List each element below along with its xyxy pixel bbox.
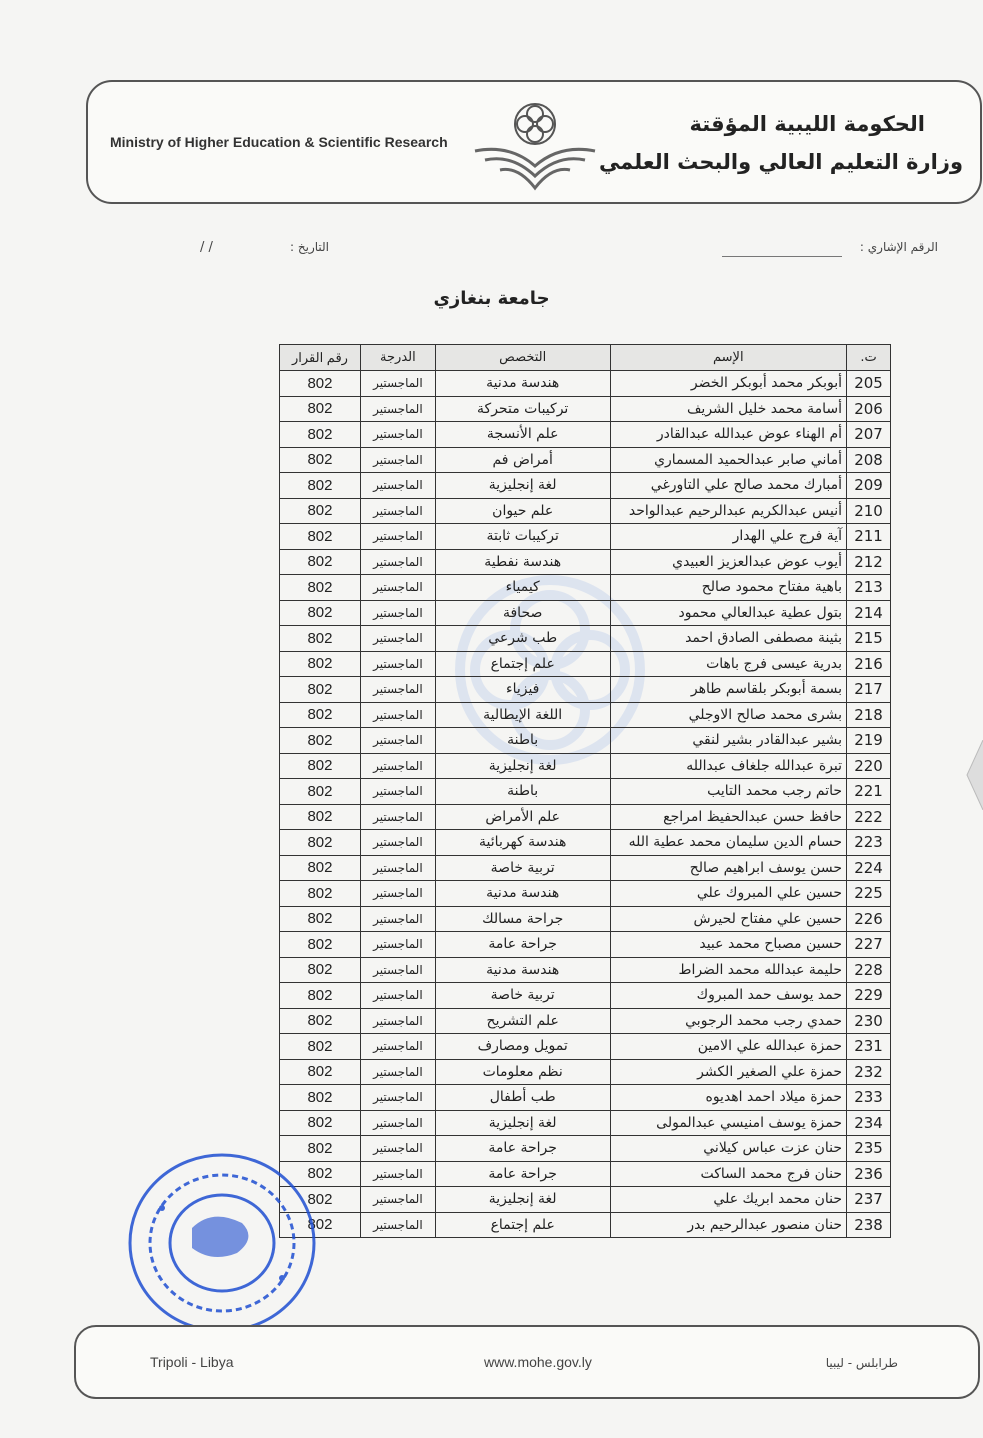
cell-name: حسين علي المبروك علي bbox=[610, 881, 847, 907]
cell-specialization: تربية خاصة bbox=[435, 855, 610, 881]
cell-degree: الماجستير bbox=[360, 1059, 435, 1085]
cell-decision-number: 802 bbox=[280, 932, 361, 958]
cell-specialization: هندسة مدنية bbox=[435, 371, 610, 397]
cell-specialization: علم الأنسجة bbox=[435, 422, 610, 448]
cell-degree: الماجستير bbox=[360, 1034, 435, 1060]
cell-name: أبوبكر محمد أبوبكر الخضر bbox=[610, 371, 847, 397]
cell-number: 209 bbox=[847, 473, 891, 499]
cell-number: 228 bbox=[847, 957, 891, 983]
cell-number: 225 bbox=[847, 881, 891, 907]
cell-number: 236 bbox=[847, 1161, 891, 1187]
footer-website: www.mohe.gov.ly bbox=[484, 1354, 592, 1370]
cell-degree: الماجستير bbox=[360, 779, 435, 805]
cell-specialization: فيزياء bbox=[435, 677, 610, 703]
header-specialization: التخصص bbox=[435, 345, 610, 371]
table-row bbox=[280, 932, 891, 958]
cell-degree: الماجستير bbox=[360, 575, 435, 601]
cell-decision-number: 802 bbox=[280, 830, 361, 856]
cell-degree: الماجستير bbox=[360, 957, 435, 983]
cell-decision-number: 802 bbox=[280, 600, 361, 626]
footer-city-english: Tripoli - Libya bbox=[150, 1354, 234, 1370]
cell-name: حسام الدين سليمان محمد عطية الله bbox=[610, 830, 847, 856]
cell-name: أم الهناء عوض عبدالله عبدالقادر bbox=[610, 422, 847, 448]
cell-decision-number: 802 bbox=[280, 549, 361, 575]
cell-specialization: هندسة مدنية bbox=[435, 881, 610, 907]
table-row bbox=[280, 677, 891, 703]
cell-decision-number: 802 bbox=[280, 1034, 361, 1060]
cell-number: 227 bbox=[847, 932, 891, 958]
cell-name: أيوب عوض عبدالعزيز العبيدي bbox=[610, 549, 847, 575]
table-row bbox=[280, 702, 891, 728]
cell-name: بثينة مصطفى الصادق احمد bbox=[610, 626, 847, 652]
cell-degree: الماجستير bbox=[360, 524, 435, 550]
cell-specialization: نظم معلومات bbox=[435, 1059, 610, 1085]
official-stamp-icon bbox=[122, 1148, 322, 1338]
cell-specialization: تركيبات ثابتة bbox=[435, 524, 610, 550]
header-number: ت. bbox=[847, 345, 891, 371]
cell-specialization: تمويل ومصارف bbox=[435, 1034, 610, 1060]
cell-name: بدرية عيسى فرج باهات bbox=[610, 651, 847, 677]
cell-decision-number: 802 bbox=[280, 702, 361, 728]
cell-specialization: لغة إنجليزية bbox=[435, 753, 610, 779]
table-row bbox=[280, 1136, 891, 1162]
cell-number: 237 bbox=[847, 1187, 891, 1213]
cell-name: حسين مصباح محمد عبيد bbox=[610, 932, 847, 958]
cell-specialization: جراحة مسالك bbox=[435, 906, 610, 932]
cell-decision-number: 802 bbox=[280, 524, 361, 550]
cell-degree: الماجستير bbox=[360, 983, 435, 1009]
cell-number: 238 bbox=[847, 1212, 891, 1238]
cell-decision-number: 802 bbox=[280, 371, 361, 397]
table-row bbox=[280, 881, 891, 907]
cell-specialization: اللغة الإيطالية bbox=[435, 702, 610, 728]
table-row bbox=[280, 549, 891, 575]
cell-name: حمدي رجب محمد الرجوبي bbox=[610, 1008, 847, 1034]
cell-name: حليمة عبدالله محمد الضراط bbox=[610, 957, 847, 983]
cell-name: باهية مفتاح محمود صالح bbox=[610, 575, 847, 601]
cell-specialization: صحافة bbox=[435, 600, 610, 626]
cell-decision-number: 802 bbox=[280, 422, 361, 448]
cell-number: 214 bbox=[847, 600, 891, 626]
ministry-title-arabic: وزارة التعليم العالي والبحث العلمي bbox=[598, 150, 963, 174]
cell-specialization: طب شرعي bbox=[435, 626, 610, 652]
table-row bbox=[280, 575, 891, 601]
cell-specialization: جراحة عامة bbox=[435, 1136, 610, 1162]
cell-specialization: علم إجتماع bbox=[435, 651, 610, 677]
cell-degree: الماجستير bbox=[360, 830, 435, 856]
cell-name: حنان عزت عباس كيلاني bbox=[610, 1136, 847, 1162]
cell-name: حمزة عبدالله علي الامين bbox=[610, 1034, 847, 1060]
cell-number: 223 bbox=[847, 830, 891, 856]
cell-name: حاتم رجب محمد التايب bbox=[610, 779, 847, 805]
cell-name: حسين علي مفتاح لحيرش bbox=[610, 906, 847, 932]
table-row bbox=[280, 651, 891, 677]
cell-degree: الماجستير bbox=[360, 804, 435, 830]
table-row bbox=[280, 830, 891, 856]
table-row bbox=[280, 855, 891, 881]
table-row bbox=[280, 1008, 891, 1034]
cell-specialization: جراحة عامة bbox=[435, 932, 610, 958]
table-row bbox=[280, 906, 891, 932]
cell-name: حنان محمد ابريك علي bbox=[610, 1187, 847, 1213]
cell-decision-number: 802 bbox=[280, 1212, 361, 1238]
cell-degree: الماجستير bbox=[360, 371, 435, 397]
cell-specialization: هندسة مدنية bbox=[435, 957, 610, 983]
cell-number: 226 bbox=[847, 906, 891, 932]
cell-number: 217 bbox=[847, 677, 891, 703]
cell-number: 224 bbox=[847, 855, 891, 881]
cell-degree: الماجستير bbox=[360, 422, 435, 448]
cell-number: 207 bbox=[847, 422, 891, 448]
cell-decision-number: 802 bbox=[280, 881, 361, 907]
cell-degree: الماجستير bbox=[360, 855, 435, 881]
cell-number: 215 bbox=[847, 626, 891, 652]
cell-specialization: تربية خاصة bbox=[435, 983, 610, 1009]
cell-number: 219 bbox=[847, 728, 891, 754]
cell-degree: الماجستير bbox=[360, 932, 435, 958]
cell-decision-number: 802 bbox=[280, 626, 361, 652]
cell-degree: الماجستير bbox=[360, 906, 435, 932]
cell-degree: الماجستير bbox=[360, 702, 435, 728]
cell-name: بسمة أبوبكر بلقاسم طاهر bbox=[610, 677, 847, 703]
cell-degree: الماجستير bbox=[360, 881, 435, 907]
cell-number: 229 bbox=[847, 983, 891, 1009]
cell-specialization: علم الأمراض bbox=[435, 804, 610, 830]
cell-specialization: علم التشريح bbox=[435, 1008, 610, 1034]
table-row bbox=[280, 1085, 891, 1111]
cell-specialization: باطنة bbox=[435, 728, 610, 754]
table-row bbox=[280, 1212, 891, 1238]
cell-name: أمبارك محمد صالح علي التاورغي bbox=[610, 473, 847, 499]
cell-degree: الماجستير bbox=[360, 1212, 435, 1238]
table-row bbox=[280, 626, 891, 652]
cell-degree: الماجستير bbox=[360, 1008, 435, 1034]
table-row bbox=[280, 1110, 891, 1136]
cell-decision-number: 802 bbox=[280, 1008, 361, 1034]
cell-decision-number: 802 bbox=[280, 906, 361, 932]
cell-decision-number: 802 bbox=[280, 983, 361, 1009]
cell-decision-number: 802 bbox=[280, 1110, 361, 1136]
cell-number: 213 bbox=[847, 575, 891, 601]
cell-name: أسامة محمد خليل الشريف bbox=[610, 396, 847, 422]
cell-specialization: هندسة كهربائية bbox=[435, 830, 610, 856]
graduates-table bbox=[279, 344, 891, 1238]
cell-specialization: أمراض فم bbox=[435, 447, 610, 473]
cell-degree: الماجستير bbox=[360, 473, 435, 499]
page-curl-icon bbox=[965, 740, 983, 810]
cell-decision-number: 802 bbox=[280, 855, 361, 881]
cell-decision-number: 802 bbox=[280, 473, 361, 499]
cell-decision-number: 802 bbox=[280, 1059, 361, 1085]
table-row bbox=[280, 1034, 891, 1060]
cell-specialization: علم حيوان bbox=[435, 498, 610, 524]
cell-degree: الماجستير bbox=[360, 1187, 435, 1213]
table-row bbox=[280, 804, 891, 830]
cell-specialization: لغة إنجليزية bbox=[435, 473, 610, 499]
cell-number: 230 bbox=[847, 1008, 891, 1034]
cell-name: حمد يوسف حمد المبروك bbox=[610, 983, 847, 1009]
cell-name: حنان منصور عبدالرحيم بدر bbox=[610, 1212, 847, 1238]
ministry-logo-icon bbox=[470, 96, 600, 196]
table-row bbox=[280, 728, 891, 754]
footer-city-arabic: طرابلس - ليبيا bbox=[825, 1356, 898, 1370]
table-row bbox=[280, 957, 891, 983]
table-row bbox=[280, 447, 891, 473]
header-degree: الدرجة bbox=[360, 345, 435, 371]
university-title: جامعة بنغازي bbox=[433, 288, 550, 309]
cell-number: 218 bbox=[847, 702, 891, 728]
cell-degree: الماجستير bbox=[360, 498, 435, 524]
cell-decision-number: 802 bbox=[280, 804, 361, 830]
cell-name: أنيس عبدالكريم عبدالرحيم عبدالواحد bbox=[610, 498, 847, 524]
reference-number-label: الرقم الإشاري : bbox=[859, 240, 938, 254]
table-row bbox=[280, 779, 891, 805]
cell-name: بشير عبدالقادر بشير لنقي bbox=[610, 728, 847, 754]
cell-number: 221 bbox=[847, 779, 891, 805]
table-header-row bbox=[280, 345, 891, 371]
table-row bbox=[280, 983, 891, 1009]
cell-specialization: باطنة bbox=[435, 779, 610, 805]
table-row bbox=[280, 1059, 891, 1085]
cell-number: 210 bbox=[847, 498, 891, 524]
cell-degree: الماجستير bbox=[360, 1085, 435, 1111]
table-row bbox=[280, 1187, 891, 1213]
table-row bbox=[280, 600, 891, 626]
ministry-title-english: Ministry of Higher Education & Scientific Research bbox=[110, 134, 448, 150]
cell-specialization: لغة إنجليزية bbox=[435, 1110, 610, 1136]
cell-decision-number: 802 bbox=[280, 1085, 361, 1111]
cell-degree: الماجستير bbox=[360, 447, 435, 473]
cell-degree: الماجستير bbox=[360, 549, 435, 575]
cell-specialization: تركيبات متحركة bbox=[435, 396, 610, 422]
reference-number-line bbox=[722, 256, 842, 257]
table-row bbox=[280, 371, 891, 397]
cell-number: 211 bbox=[847, 524, 891, 550]
cell-decision-number: 802 bbox=[280, 396, 361, 422]
cell-degree: الماجستير bbox=[360, 651, 435, 677]
cell-name: حمزة ميلاد احمد اهديوه bbox=[610, 1085, 847, 1111]
cell-degree: الماجستير bbox=[360, 626, 435, 652]
cell-degree: الماجستير bbox=[360, 677, 435, 703]
cell-number: 205 bbox=[847, 371, 891, 397]
cell-specialization: طب أطفال bbox=[435, 1085, 610, 1111]
cell-degree: الماجستير bbox=[360, 600, 435, 626]
date-label: التاريخ : bbox=[290, 240, 330, 254]
cell-decision-number: 802 bbox=[280, 753, 361, 779]
table-row bbox=[280, 753, 891, 779]
cell-number: 231 bbox=[847, 1034, 891, 1060]
table-row bbox=[280, 422, 891, 448]
table-row bbox=[280, 524, 891, 550]
cell-name: أماني صابر عبدالحميد المسماري bbox=[610, 447, 847, 473]
cell-name: حسن يوسف ابراهيم صالح bbox=[610, 855, 847, 881]
cell-decision-number: 802 bbox=[280, 1136, 361, 1162]
cell-name: آية فرج علي الهدار bbox=[610, 524, 847, 550]
date-value: / / bbox=[200, 240, 213, 255]
table-row bbox=[280, 473, 891, 499]
cell-specialization: جراحة عامة bbox=[435, 1161, 610, 1187]
cell-decision-number: 802 bbox=[280, 677, 361, 703]
cell-decision-number: 802 bbox=[280, 1161, 361, 1187]
cell-name: حنان فرج محمد الساكت bbox=[610, 1161, 847, 1187]
cell-number: 220 bbox=[847, 753, 891, 779]
cell-decision-number: 802 bbox=[280, 1187, 361, 1213]
cell-degree: الماجستير bbox=[360, 1161, 435, 1187]
cell-number: 233 bbox=[847, 1085, 891, 1111]
table-body bbox=[280, 371, 891, 1238]
header-name: الإسم bbox=[610, 345, 847, 371]
cell-number: 216 bbox=[847, 651, 891, 677]
cell-number: 232 bbox=[847, 1059, 891, 1085]
cell-name: بشرى محمد صالح الاوجلي bbox=[610, 702, 847, 728]
table-row bbox=[280, 1161, 891, 1187]
cell-number: 234 bbox=[847, 1110, 891, 1136]
cell-decision-number: 802 bbox=[280, 957, 361, 983]
cell-specialization: لغة إنجليزية bbox=[435, 1187, 610, 1213]
cell-specialization: كيمياء bbox=[435, 575, 610, 601]
cell-degree: الماجستير bbox=[360, 1110, 435, 1136]
cell-number: 212 bbox=[847, 549, 891, 575]
cell-specialization: هندسة نفطية bbox=[435, 549, 610, 575]
header-decision-number: رقم القرار bbox=[280, 345, 361, 371]
government-title: الحكومة الليبية المؤقتة bbox=[689, 112, 925, 136]
cell-name: حمزة علي الصغير الكشر bbox=[610, 1059, 847, 1085]
cell-decision-number: 802 bbox=[280, 575, 361, 601]
cell-name: حمزة يوسف امنيسي عبدالمولى bbox=[610, 1110, 847, 1136]
table-row bbox=[280, 498, 891, 524]
cell-number: 208 bbox=[847, 447, 891, 473]
cell-degree: الماجستير bbox=[360, 1136, 435, 1162]
cell-decision-number: 802 bbox=[280, 728, 361, 754]
cell-specialization: علم إجتماع bbox=[435, 1212, 610, 1238]
cell-name: بتول عطية عبدالعالي محمود bbox=[610, 600, 847, 626]
cell-degree: الماجستير bbox=[360, 728, 435, 754]
cell-degree: الماجستير bbox=[360, 753, 435, 779]
cell-degree: الماجستير bbox=[360, 396, 435, 422]
cell-decision-number: 802 bbox=[280, 779, 361, 805]
cell-name: حافظ حسن عبدالحفيظ امراجع bbox=[610, 804, 847, 830]
cell-number: 206 bbox=[847, 396, 891, 422]
cell-number: 222 bbox=[847, 804, 891, 830]
cell-name: تبرة عبدالله جلغاف عبدالله bbox=[610, 753, 847, 779]
cell-decision-number: 802 bbox=[280, 447, 361, 473]
cell-number: 235 bbox=[847, 1136, 891, 1162]
cell-decision-number: 802 bbox=[280, 651, 361, 677]
table-row bbox=[280, 396, 891, 422]
cell-decision-number: 802 bbox=[280, 498, 361, 524]
